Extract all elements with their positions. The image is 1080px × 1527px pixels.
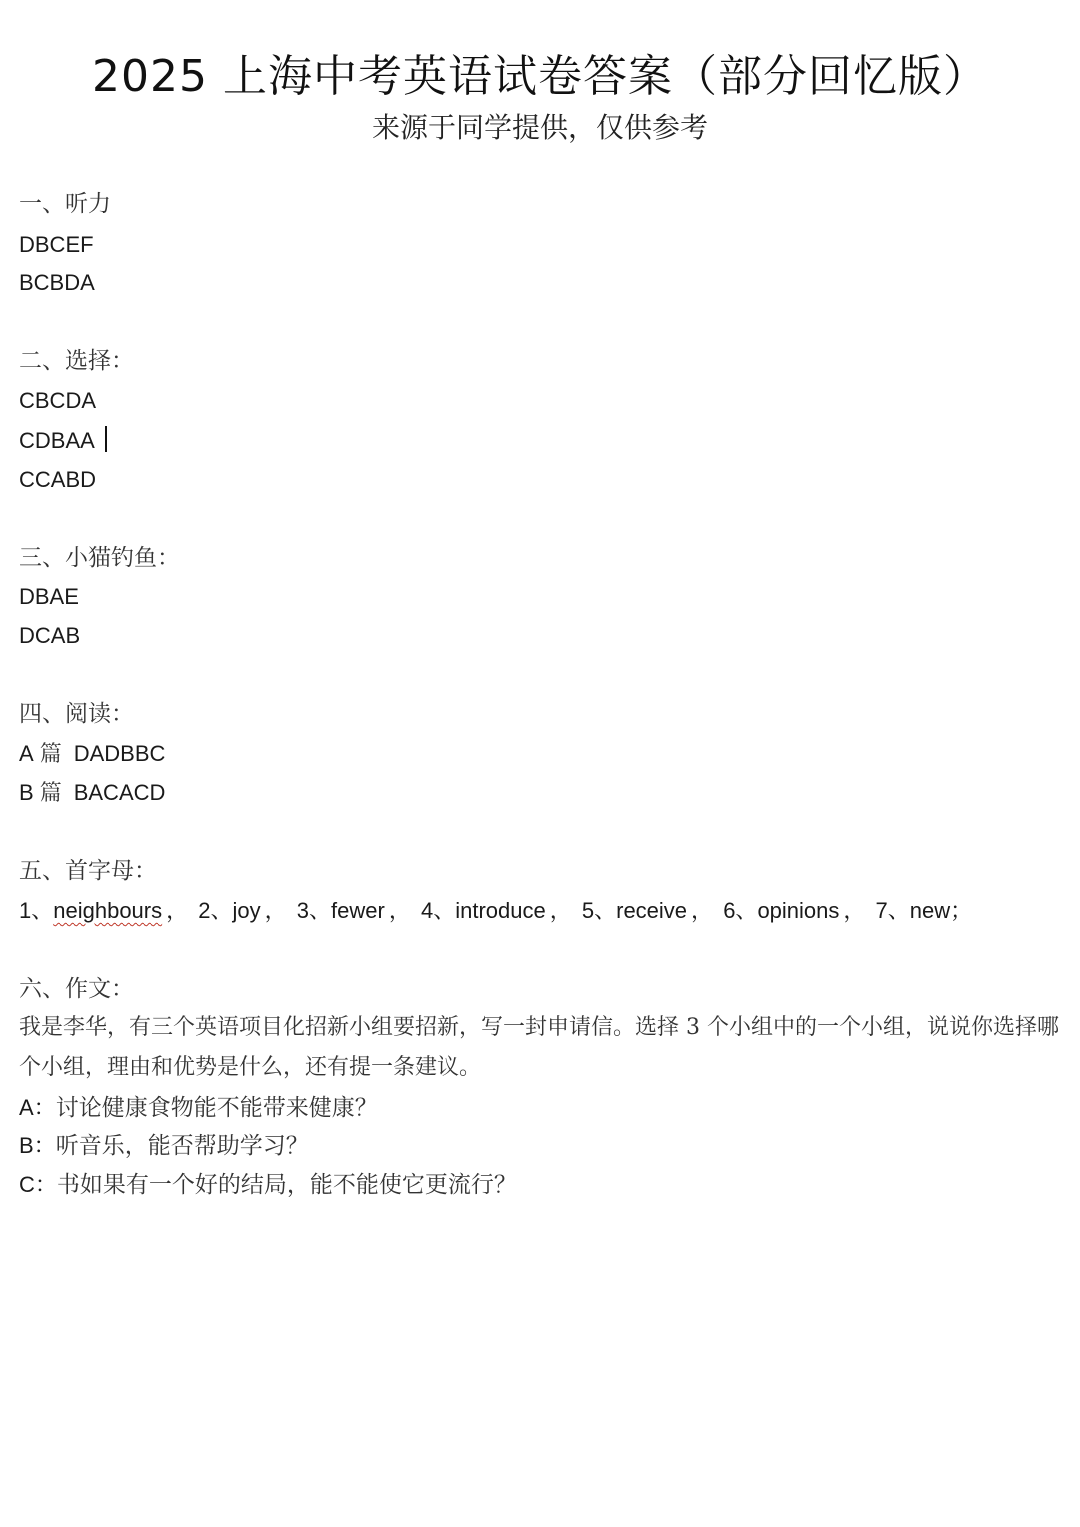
answer-line-with-cursor (19, 426, 107, 455)
item-word: new (909, 898, 951, 923)
text-cursor (105, 426, 107, 452)
essay-option (19, 1171, 517, 1199)
answer-line: DBAE (19, 584, 79, 609)
section-heading-reading: 四、阅读： (19, 701, 134, 727)
item-separator: ， (388, 898, 411, 923)
section-heading-essay: 六、作文： (19, 976, 134, 1002)
item-separator: ， (264, 898, 287, 923)
item-number: 1、 (19, 898, 54, 923)
reading-passage-row (19, 779, 165, 808)
passage-unit: 篇 (39, 781, 62, 806)
answer-line: CCABD (19, 467, 97, 492)
section-heading-choice: 二、选择： (19, 348, 134, 374)
essay-option (19, 1094, 378, 1122)
passage-answer: DADBBC (73, 741, 166, 766)
item-separator: ， (166, 898, 189, 923)
item-number: 6、 (723, 898, 758, 923)
item-number: 4、 (420, 898, 456, 923)
section-heading-initial-letter: 五、首字母： (19, 858, 157, 884)
blank-area (0, 1240, 1080, 1527)
option-label: A： (19, 1095, 56, 1120)
passage-letter: A (19, 741, 34, 766)
item-separator: ， (691, 898, 714, 923)
option-text: 讨论健康食物能不能带来健康？ (55, 1095, 378, 1121)
item-number: 3、 (296, 898, 332, 923)
item-separator: ； (950, 898, 973, 923)
section-heading-listening: 一、听力 (19, 191, 111, 217)
item-separator: ， (549, 898, 572, 923)
item-word: joy (232, 898, 261, 923)
option-label: B： (19, 1133, 56, 1158)
page-subtitle: 来源于同学提供，仅供参考 (371, 111, 708, 144)
answer-line: CBCDA (19, 388, 97, 413)
passage-answer: BACACD (73, 780, 166, 805)
answer-line: DCAB (19, 623, 81, 648)
option-text: 听音乐，能否帮助学习？ (55, 1133, 309, 1159)
passage-letter: B (19, 780, 34, 805)
option-label: C： (19, 1172, 57, 1197)
page-title: 2025 上海中考英语试卷答案（部分回忆版） (92, 51, 988, 102)
item-word-misspelling-flag: neighbours (53, 898, 163, 923)
initial-letter-answers (19, 897, 972, 925)
essay-prompt: 我是李华，有三个英语项目化招新小组要招新，写一封申请信。选择 3 个小组中的一个小组，说说你选择哪个小组，理由和优势是什么，还有提一条建议。 (19, 1015, 1059, 1080)
item-number: 2、 (198, 898, 233, 923)
item-number: 7、 (875, 898, 910, 923)
answer-line: BCBDA (19, 270, 95, 295)
option-text: 书如果有一个好的结局，能不能使它更流行？ (56, 1172, 517, 1198)
answer-text: CDBAA (19, 428, 95, 453)
answer-line: DBCEF (19, 232, 94, 257)
item-separator: ， (843, 898, 866, 923)
item-word: introduce (455, 898, 546, 923)
item-word: opinions (757, 898, 840, 923)
essay-option (19, 1132, 309, 1160)
item-word: receive (616, 898, 688, 923)
section-heading-cat-fishing: 三、小猫钓鱼： (19, 545, 180, 571)
item-number: 5、 (581, 898, 617, 923)
item-word: fewer (331, 898, 385, 923)
passage-unit: 篇 (39, 742, 62, 767)
reading-passage-row (19, 740, 165, 769)
